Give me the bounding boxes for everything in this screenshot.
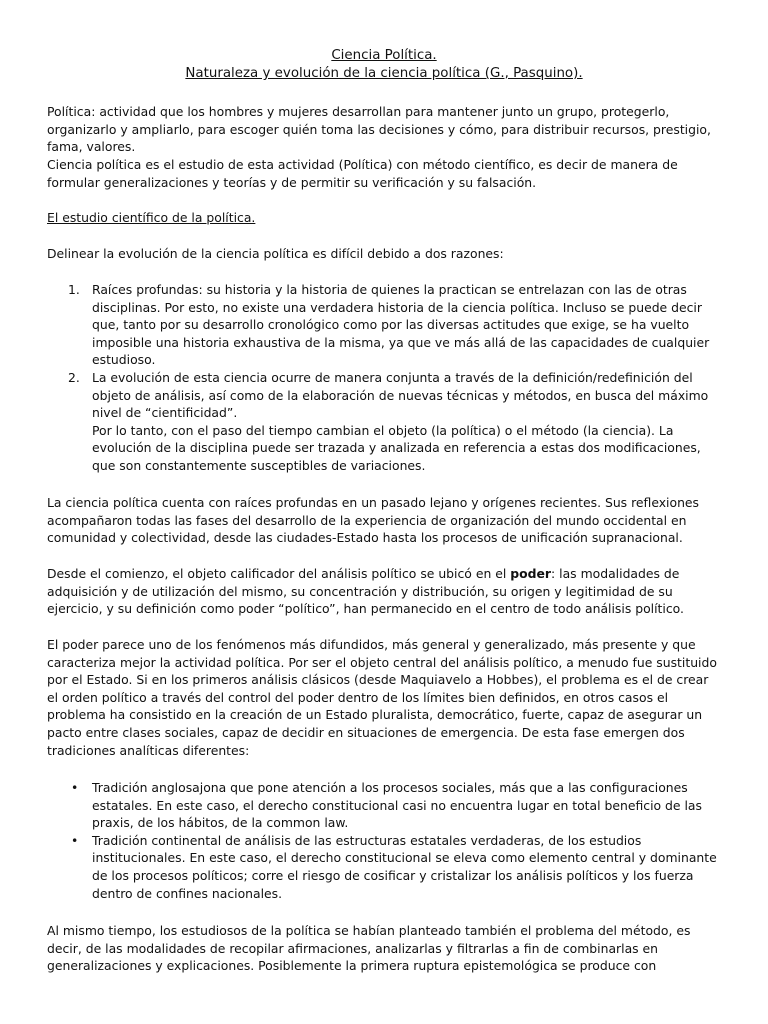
paragraph-fenomenos: El poder parece uno de los fenómenos más difundidos, más general y generalizado, más presente y que caracteriza mejor la actividad política. Por ser el objeto central del análisis político, a menudo fue sustituido por el Estado. Si en los primeros análisis clásicos (desde Maquiavelo a Hobbes), el problema es el de crear el orden político a través del control del poder dentro de los límites bien definidos, en otros casos el problema ha consistido en la creación de un Estado pluralista, democrático, fuerte, capaz de asegurar un pacto entre clases sociales, capaz de decidir en situaciones de emergencia. De esta fase emergen dos tradiciones analíticas diferentes:: [47, 637, 717, 758]
list-item: [47, 369, 723, 475]
intro-razones: Delinear la evolución de la ciencia política es difícil debido a dos razones:: [47, 246, 504, 261]
list-item: [47, 281, 723, 369]
list-item: [47, 832, 723, 902]
list-item-text: Raíces profundas: su historia y la historia de quienes la practican se entrelazan con las de otras disciplinas. Por esto, no existe una verdadera historia de la ciencia política. Incluso se puede decir que, tanto por su desarrollo cronológico como por las diversas actitudes que exige, se ha vuelto imposible una historia exhaustiva de la misma, ya que ve más allá de las capacidades de cualquier estudioso.: [92, 282, 710, 368]
definition-ciencia-politica: Ciencia política es el estudio de esta actividad (Política) con método científico, es decir de manera de formular generalizaciones y teorías y de permitir su verificación y su falsación.: [47, 157, 678, 190]
document-title: Ciencia Política.: [331, 48, 437, 63]
list-item-continuation: Por lo tanto, con el paso del tiempo cambian el objeto (la política) o el método (la ciencia). La evolución de la disciplina puede ser trazada y analizada en referencia a estas dos modificaciones, que son constantemente susceptibles de variaciones.: [92, 422, 701, 473]
paragraph-metodo: Al mismo tiempo, los estudiosos de la política se habían planteado también el problema del método, es decir, de las modalidades de recopilar afirmaciones, analizarlas y filtrarlas a fin de combinarlas en generalizaciones y explicaciones. Posiblemente la primera ruptura epistemológica se produce con: [47, 923, 691, 974]
document-subtitle: Naturaleza y evolución de la ciencia política (G., Pasquino).: [185, 66, 583, 81]
definition-politica: Política: actividad que los hombres y mujeres desarrollan para mantener junto un grupo, protegerlo, organizarlo y ampliarlo, para escoger quién toma las decisiones y cómo, para distribuir recursos, prestigio, fama, valores.: [47, 104, 711, 155]
list-item: [47, 779, 723, 832]
section-heading: [47, 209, 723, 227]
list-number: 1.: [68, 282, 80, 297]
list-number: 2.: [68, 369, 80, 385]
bullet-icon: •: [71, 832, 79, 848]
bullet-icon: •: [71, 780, 79, 795]
paragraph-poder-end: : las modalidades de adquisición y de utilización del mismo, su concentración y distribución, su origen y legitimidad de su ejercicio, y su definición como poder “político”, han permanecido en el centro de todo análisis político.: [47, 566, 684, 617]
paragraph-poder: [47, 565, 723, 618]
list-item-text: Tradición anglosajona que pone atención a los procesos sociales, más que a las configuraciones estatales. En este caso, el derecho constitucional casi no encuentra lugar en total beneficio de las praxis, de los hábitos, de la common law.: [92, 780, 702, 831]
razones-list: [47, 281, 723, 475]
paragraph-poder-start: Desde el comienzo, el objeto calificador del análisis político se ubicó en el: [47, 566, 511, 581]
tradiciones-list: [47, 779, 723, 902]
paragraph-raices: La ciencia política cuenta con raíces profundas en un pasado lejano y orígenes recientes. Sus reflexiones acompañaron todas las fases del desarrollo de la experiencia de organización del mundo occidental en comunidad y colectividad, desde las ciudades-Estado hasta los procesos de unificación supranacional.: [47, 495, 700, 546]
list-item-text: La evolución de esta ciencia ocurre de manera conjunta a través de la definición/redefinición del objeto de análisis, así como de la elaboración de nuevas técnicas y métodos, en busca del máximo nivel de “cientificidad”.: [92, 369, 709, 421]
paragraph-poder-bold: poder: [510, 566, 552, 581]
section-heading-text: El estudio científico de la política.: [47, 210, 256, 225]
list-item-text: Tradición continental de análisis de las estructuras estatales verdaderas, de los estudios institucionales. En este caso, el derecho constitucional se eleva como elemento central y dominante de los procesos políticos; corre el riesgo de cosificar y cristalizar los análisis políticos y los fuerza dentro de confines nacionales.: [92, 832, 717, 901]
